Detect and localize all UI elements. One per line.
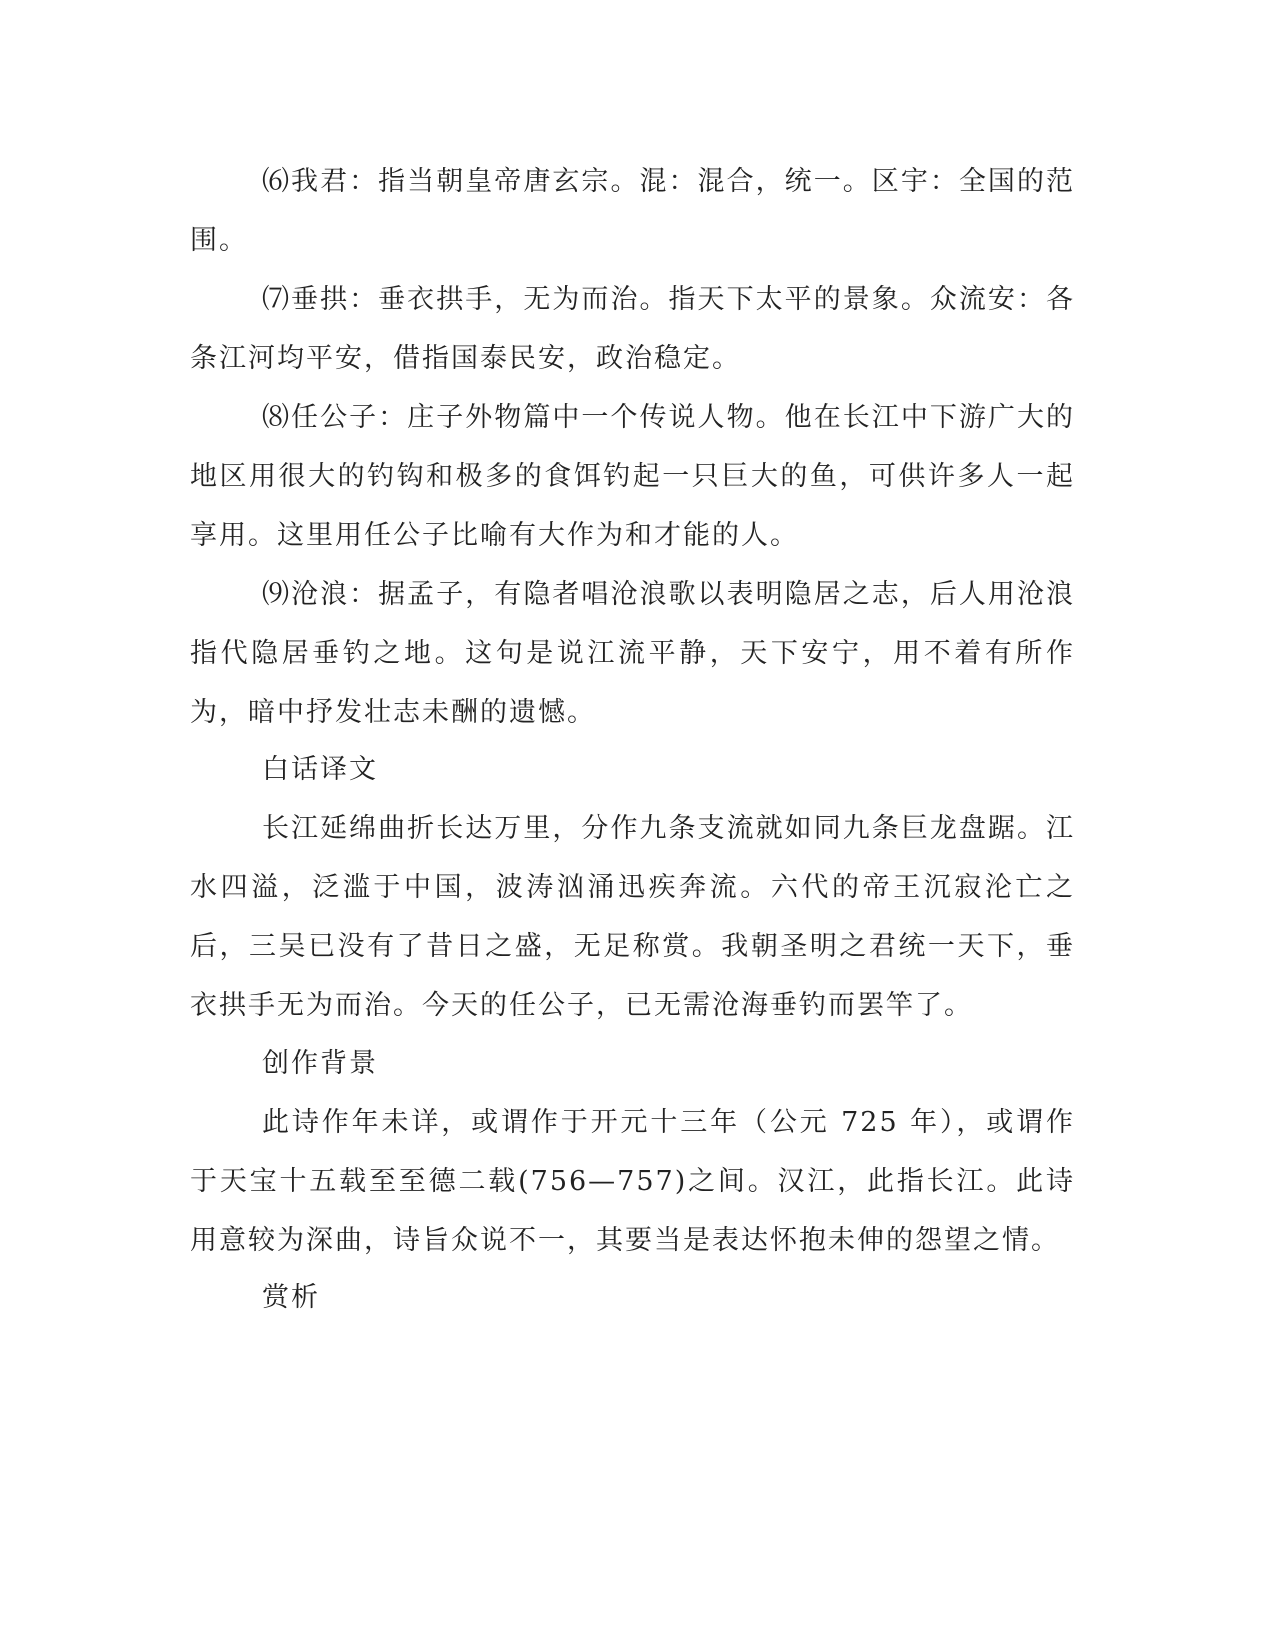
background-text: 此诗作年未详，或谓作于开元十三年（公元 725 年），或谓作于天宝十五载至至德二载(756—757)之间。汉江，此指长江。此诗用意较为深曲，诗旨众说不一，其要当是表达怀抱未伸的怨望之情。 [190,1107,1075,1256]
note-6: ⑹我君：指当朝皇帝唐玄宗。混：混合，统一。区宇：全国的范围。 [190,166,1075,256]
background-heading: 创作背景 [262,1048,378,1079]
appreciation-heading: 赏析 [262,1282,320,1313]
translation-text: 长江延绵曲折长达万里，分作九条支流就如同九条巨龙盘踞。江水四溢，泛滥于中国，波涛汹涌迅疾奔流。六代的帝王沉寂沦亡之后，三吴已没有了昔日之盛，无足称赏。我朝圣明之君统一天下，垂衣拱手无为而治。今天的任公子，已无需沧海垂钓而罢竿了。 [190,813,1075,1021]
translation-heading: 白话译文 [262,754,378,785]
note-7: ⑺垂拱：垂衣拱手，无为而治。指天下太平的景象。众流安：各条江河均平安，借指国泰民安，政治稳定。 [190,284,1075,374]
note-8: ⑻任公子：庄子外物篇中一个传说人物。他在长江中下游广大的地区用很大的钓钩和极多的食饵钓起一只巨大的鱼，可供许多人一起享用。这里用任公子比喻有大作为和才能的人。 [190,402,1075,551]
note-9: ⑼沧浪：据孟子，有隐者唱沧浪歌以表明隐居之志，后人用沧浪指代隐居垂钓之地。这句是说江流平静，天下安宁，用不着有所作为，暗中抒发壮志未酬的遗憾。 [190,579,1075,728]
